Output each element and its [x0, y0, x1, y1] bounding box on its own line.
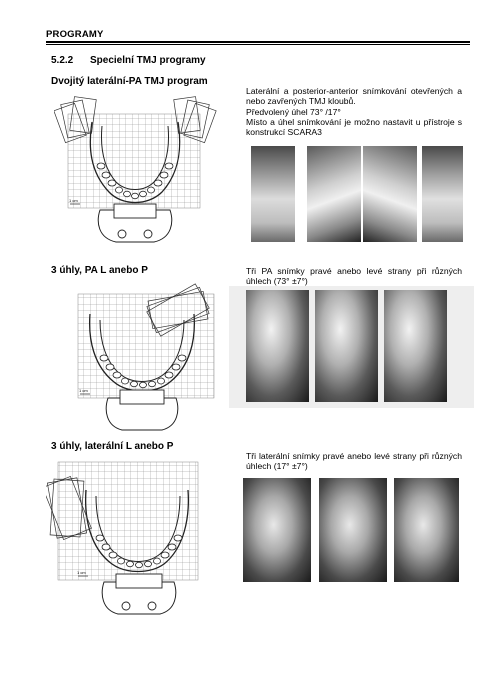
block-description	[246, 86, 462, 137]
block-description	[246, 451, 462, 472]
jaw-diagram-3-angles-pa	[64, 278, 224, 438]
header-rule-thin	[46, 44, 470, 45]
xray-image	[315, 290, 378, 402]
jaw-diagram-3-angles-lateral	[46, 452, 222, 626]
scale-label: 1 cm	[77, 570, 86, 575]
block-heading-3-angles-lateral: 3 úhly, laterální L anebo P	[51, 441, 174, 452]
description-line: Předvolený úhel 73° /17°	[246, 106, 341, 117]
block-description	[246, 266, 462, 287]
page-header-title: PROGRAMY	[46, 29, 104, 40]
xray-image	[251, 146, 295, 242]
block-heading-dual-lateral-pa: Dvojitý laterální-PA TMJ program	[51, 76, 208, 87]
xray-image	[243, 478, 311, 582]
description-line: Místo a úhel snímkování je možno nastavit u přístroje s konstrukcí SCARA3	[246, 116, 462, 138]
xray-image	[319, 478, 387, 582]
xray-image	[384, 290, 447, 402]
description-line: Laterální a posterior-anterior snímkování otevřených a nebo zavřených TMJ kloubů.	[246, 86, 462, 107]
xray-image	[422, 146, 463, 242]
scale-label: 1 cm	[79, 388, 88, 393]
xray-image	[307, 146, 361, 242]
xray-image	[246, 290, 309, 402]
description-line: Tři PA snímky pravé anebo levé strany při různých úhlech (73° ±7°)	[246, 266, 462, 287]
header-rule	[46, 41, 470, 43]
block-heading-3-angles-pa: 3 úhly, PA L anebo P	[51, 265, 148, 276]
scale-label: 1 cm	[69, 198, 78, 203]
description-line: Tři laterální snímky pravé anebo levé strany při různých úhlech (17° ±7°)	[246, 451, 462, 472]
section-title: Specielní TMJ programy	[90, 55, 206, 66]
xray-image	[363, 146, 417, 242]
section-number: 5.2.2	[51, 55, 74, 66]
xray-image	[394, 478, 459, 582]
jaw-diagram-dual	[54, 92, 218, 256]
